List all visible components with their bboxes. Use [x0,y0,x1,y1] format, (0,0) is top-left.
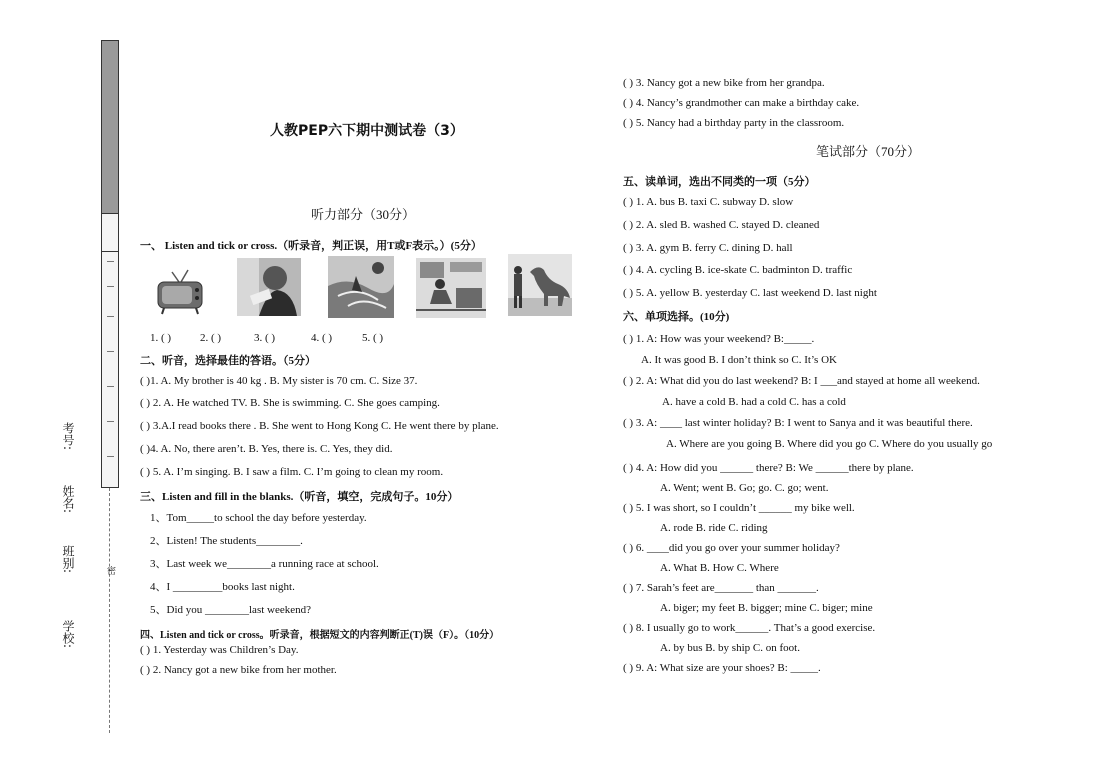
part2-question[interactable]: ( ) 3.A.I read books there . B. She went to Hong Kong C. He went there by plane. [140,420,499,432]
picture-answer-4[interactable]: 4. ( ) [311,332,333,344]
part4-statement[interactable]: ( ) 1. Yesterday was Children’s Day. [140,644,299,656]
part6-question[interactable]: ( ) 6. ____did you go over your summer holiday? [623,542,840,554]
page-title: 人教PEP六下期中测试卷（3） [270,123,464,139]
part6-options: A. Went; went B. Go; go. C. go; went. [660,482,829,494]
class-label: 班别: [61,545,75,574]
dinosaur-image [508,254,572,316]
part2-heading: 二、听音，选择最佳的答语。（5分） [140,355,316,367]
part5-question[interactable]: ( ) 3. A. gym B. ferry C. dining D. hall [623,242,793,254]
part6-question[interactable]: ( ) 5. I was short, so I couldn’t ______ my bike well. [623,502,855,514]
picture-answer-1[interactable]: 1. ( ) [150,332,172,344]
part6-question[interactable]: ( ) 2. A: What did you do last weekend? B: I ___and stayed at home all weekend. [623,375,980,387]
part5-question[interactable]: ( ) 5. A. yellow B. yesterday C. last weekend D. last night [623,287,877,299]
part3-blank[interactable]: 1、Tom_____to school the day before yesterday. [150,512,367,524]
part3-heading: 三、Listen and fill in the blanks.（听音，填空，完成句子。10分） [140,491,459,503]
exam-number-label: 考号: [61,422,75,451]
listening-heading: 听力部分（30分） [311,207,416,222]
part2-question[interactable]: ( )4. A. No, there aren’t. B. Yes, there is. C. Yes, they did. [140,443,393,455]
binding-margin-tick [107,286,114,291]
part4-heading: 四、Listen and tick or cross。听录音，根据短文的内容判断正(T)误（F）。（10分） [140,630,500,641]
part6-question[interactable]: ( ) 1. A: How was your weekend? B:_____. [623,333,815,345]
part5-question[interactable]: ( ) 4. A. cycling B. ice-skate C. badminton D. traffic [623,264,853,276]
binding-dashed-line [109,488,110,733]
tv-image [150,262,208,316]
binding-margin-tick [107,456,114,461]
binding-margin-divider [102,213,118,214]
picture-answer-5[interactable]: 5. ( ) [362,332,384,344]
water-image [328,256,394,318]
part6-question[interactable]: ( ) 9. A: What size are your shoes? B: _____. [623,662,821,674]
part5-question[interactable]: ( ) 1. A. bus B. taxi C. subway D. slow [623,196,794,208]
part6-heading: 六、单项选择。(10分) [623,311,730,323]
part6-options: A. biger; my feet B. bigger; mine C. biger; mine [660,602,873,614]
part6-options: A. What B. How C. Where [660,562,779,574]
part3-blank[interactable]: 3、Last week we________a running race at school. [150,558,379,570]
binding-margin-tick [107,386,114,391]
written-heading: 笔试部分（70分） [816,144,921,159]
seal-char: 密 [105,566,115,575]
part5-heading: 五、读单词，选出不同类的一项（5分） [623,176,816,188]
binding-margin-tick [107,421,114,426]
binding-margin-divider [102,251,118,252]
part6-options: A. by bus B. by ship C. on foot. [660,642,800,654]
part6-question[interactable]: ( ) 8. I usually go to work______. That’s a good exercise. [623,622,876,634]
picture-answer-3[interactable]: 3. ( ) [254,332,276,344]
girl-image [237,258,301,316]
part3-blank[interactable]: 2、Listen! The students________. [150,535,303,547]
binding-margin-bar [101,40,119,488]
part6-question[interactable]: ( ) 4. A: How did you ______ there? B: We ______there by plane. [623,462,914,474]
part3-blank[interactable]: 5、Did you ________last weekend? [150,604,311,616]
part6-question[interactable]: ( ) 7. Sarah’s feet are_______ than _______. [623,582,819,594]
part4-statement[interactable]: ( ) 3. Nancy got a new bike from her grandpa. [623,77,825,89]
part4-statement[interactable]: ( ) 5. Nancy had a birthday party in the classroom. [623,117,845,129]
school-label: 学校: [61,620,75,649]
part4-statement[interactable]: ( ) 2. Nancy got a new bike from her mother. [140,664,337,676]
part6-options: A. have a cold B. had a cold C. has a cold [662,396,846,408]
part4-statement[interactable]: ( ) 4. Nancy’s grandmother can make a birthday cake. [623,97,860,109]
binding-margin-tick [107,316,114,321]
part5-question[interactable]: ( ) 2. A. sled B. washed C. stayed D. cleaned [623,219,820,231]
part6-options: A. It was good B. I don’t think so C. It’s OK [641,354,837,366]
part1-heading: 一、 Listen and tick or cross.（听录音，判正误，用T或F表示。）(5分） [140,240,482,252]
part3-blank[interactable]: 4、I _________books last night. [150,581,295,593]
binding-margin-shade [102,41,118,213]
binding-margin-tick [107,351,114,356]
binding-margin-tick [107,261,114,266]
picture-answer-2[interactable]: 2. ( ) [200,332,222,344]
part2-question[interactable]: ( ) 5. A. I’m singing. B. I saw a film. C. I’m going to clean my room. [140,466,444,478]
part6-question[interactable]: ( ) 3. A: ____ last winter holiday? B: I went to Sanya and it was beautiful there. [623,417,973,429]
name-label: 姓名: [61,485,75,514]
room-image [416,258,486,318]
part6-options: A. Where are you going B. Where did you go C. Where do you usually go [666,438,993,450]
part2-question[interactable]: ( )1. A. My brother is 40 kg . B. My sister is 70 cm. C. Size 37. [140,375,418,387]
part2-question[interactable]: ( ) 2. A. He watched TV. B. She is swimming. C. She goes camping. [140,397,440,409]
part6-options: A. rode B. ride C. riding [660,522,768,534]
